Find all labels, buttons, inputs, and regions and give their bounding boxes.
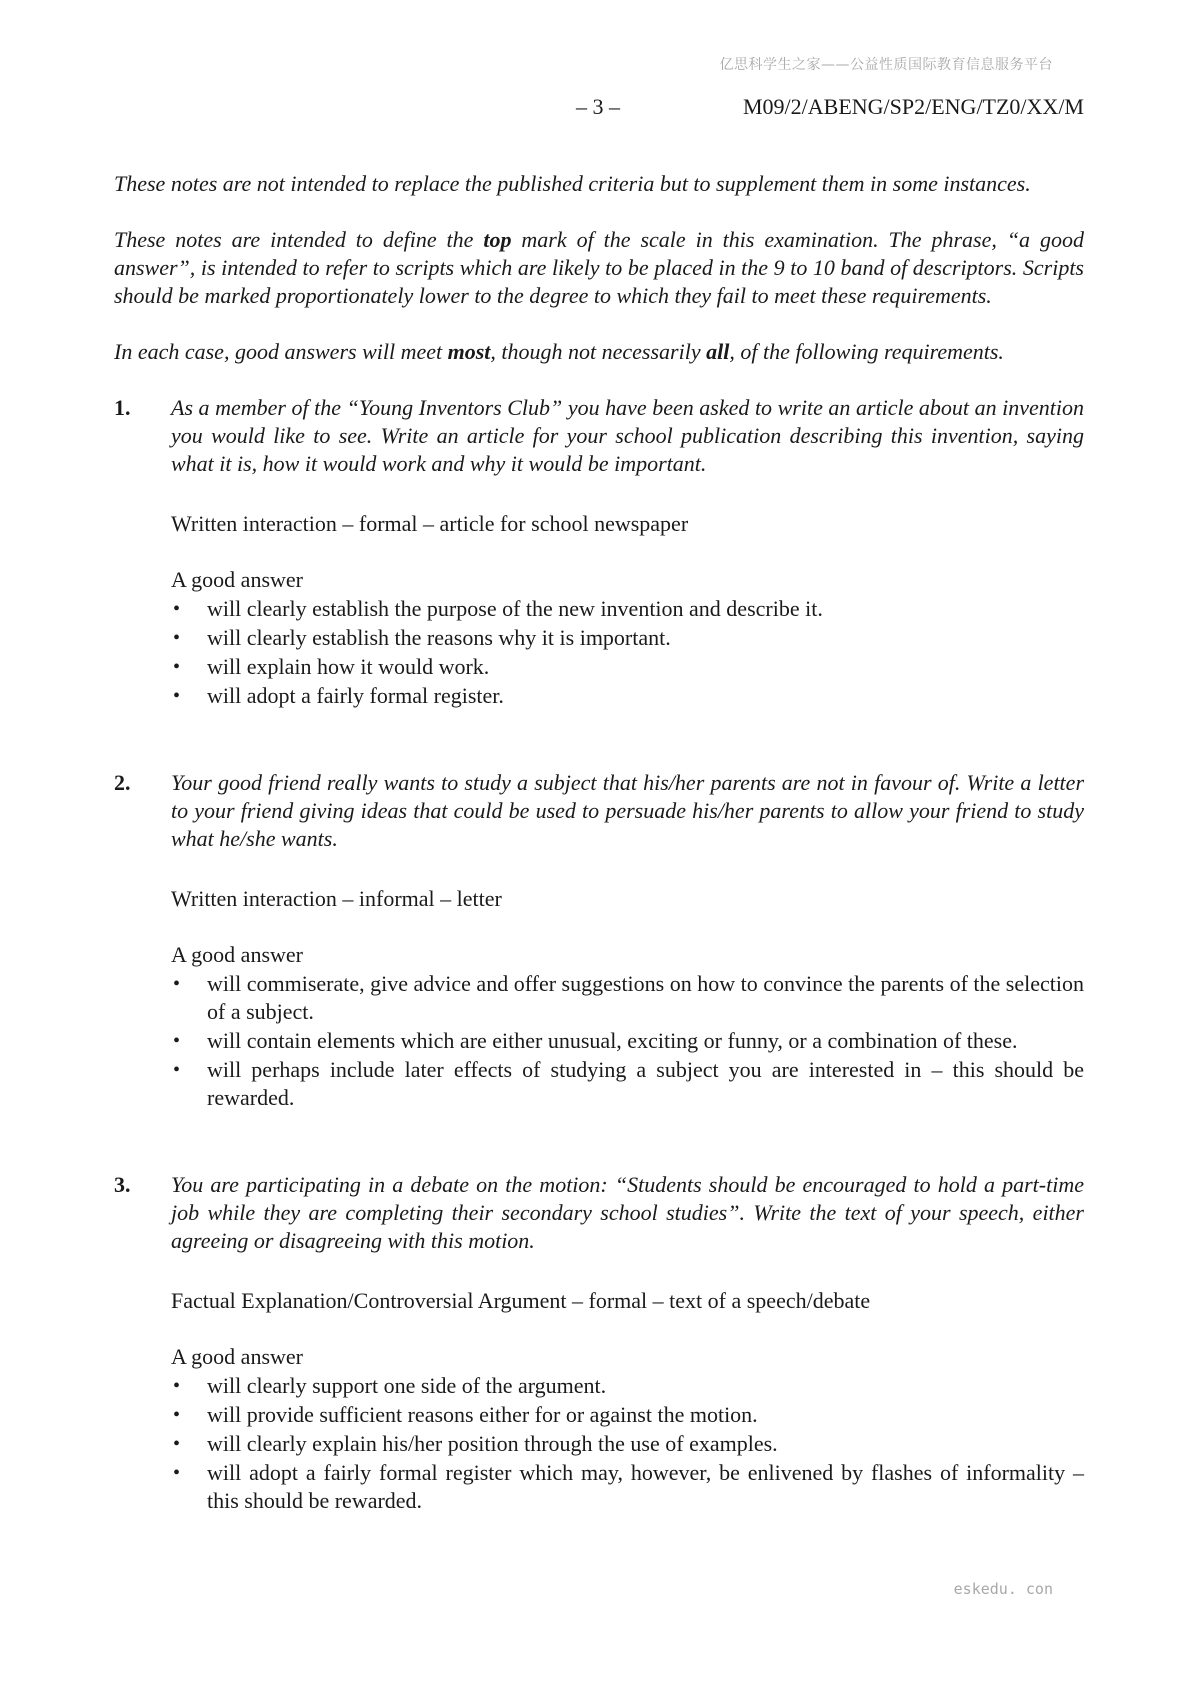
- bullet-icon: •: [173, 1375, 181, 1397]
- task-type: Written interaction – formal – article for school newspaper: [171, 511, 689, 536]
- question-prompt: Your good friend really wants to study a subject that his/her parents are not in favour of. Write a letter to your friend giving ideas that could be used to persuade his/her parents to allow your friend to study what he/she wants.: [171, 770, 1084, 851]
- bullet-icon: •: [173, 1030, 181, 1052]
- bullet-icon: •: [173, 1404, 181, 1426]
- bullet-icon: •: [173, 627, 181, 649]
- criteria-item: [171, 1372, 1084, 1400]
- question-prompt: You are participating in a debate on the motion: “Students should be encouraged to hold a part-time job while they are completing their secondary school studies”. Write the text of your speech, either agreeing or disagreeing with this motion.: [171, 1172, 1084, 1253]
- emphasis-all: all: [706, 339, 730, 364]
- criteria-list: [171, 595, 1084, 710]
- criteria-text: will explain how it would work.: [207, 654, 490, 679]
- page-header: [0, 94, 1191, 124]
- criteria-list: [171, 1372, 1084, 1515]
- bullet-icon: •: [173, 1433, 181, 1455]
- intro-2-text-b: mark of the scale in this examination. The phrase, “a good answer”, is intended to refer to scripts which are likely to be placed in the 9 to 10 band of descriptors. Scripts should be marked proportionately lower to the degree to which they fail to meet these requirements.: [114, 227, 1084, 308]
- criteria-item: [171, 1459, 1084, 1515]
- question-spacer: [114, 711, 1084, 769]
- intro-3-text-a: In each case, good answers will meet: [114, 339, 448, 364]
- question-prompt: As a member of the “Young Inventors Club” you have been asked to write an article about an invention you would like to see. Write an article for your school publication describing this invention, saying what it is, how it would work and why it would be important.: [171, 395, 1084, 476]
- criteria-item: [171, 682, 1084, 710]
- question-number: 2.: [114, 770, 131, 795]
- criteria-text: will perhaps include later effects of studying a subject you are interested in – this should be rewarded.: [207, 1057, 1084, 1110]
- task-type: Factual Explanation/Controversial Argument – formal – text of a speech/debate: [171, 1288, 871, 1313]
- intro-paragraph-3: [114, 338, 1084, 366]
- intro-paragraph-2: [114, 226, 1084, 310]
- criteria-text: will commiserate, give advice and offer suggestions on how to convince the parents of the selection of a subject.: [207, 971, 1084, 1024]
- question-2: [114, 769, 1084, 1112]
- page-content: [114, 170, 1084, 1516]
- bullet-icon: •: [173, 656, 181, 678]
- watermark-top: 亿思科学生之家——公益性质国际教育信息服务平台: [719, 57, 1053, 73]
- criteria-item: [171, 1056, 1084, 1112]
- criteria-item: [171, 970, 1084, 1026]
- question-3: [114, 1171, 1084, 1515]
- question-1: [114, 394, 1084, 710]
- criteria-text: will adopt a fairly formal register.: [207, 683, 504, 708]
- criteria-text: will clearly support one side of the argument.: [207, 1373, 607, 1398]
- emphasis-most: most: [447, 339, 491, 364]
- bullet-icon: •: [173, 685, 181, 707]
- intro-2-text-a: These notes are intended to define the: [114, 227, 484, 252]
- bullet-icon: •: [173, 1059, 181, 1081]
- criteria-item: [171, 653, 1084, 681]
- criteria-text: will adopt a fairly formal register which may, however, be enlivened by flashes of informality – this should be rewarded.: [207, 1460, 1084, 1513]
- task-type: Written interaction – informal – letter: [171, 886, 502, 911]
- answer-heading: A good answer: [171, 567, 303, 592]
- criteria-item: [171, 1430, 1084, 1458]
- watermark-bottom: eskedu. con: [953, 1580, 1053, 1598]
- question-spacer: [114, 1113, 1084, 1171]
- criteria-text: will clearly explain his/her position through the use of examples.: [207, 1431, 778, 1456]
- criteria-text: will clearly establish the reasons why it is important.: [207, 625, 671, 650]
- question-number: 1.: [114, 395, 131, 420]
- bullet-icon: •: [173, 1462, 181, 1484]
- criteria-text: will provide sufficient reasons either for or against the motion.: [207, 1402, 758, 1427]
- intro-paragraph-1: These notes are not intended to replace the published criteria but to supplement them in some instances.: [114, 171, 1031, 196]
- document-code: M09/2/ABENG/SP2/ENG/TZ0/XX/M: [742, 94, 1084, 119]
- answer-heading: A good answer: [171, 1344, 303, 1369]
- criteria-item: [171, 624, 1084, 652]
- intro-3-text-c: , of the following requirements.: [729, 339, 1004, 364]
- intro-3-text-b: , though not necessarily: [490, 339, 707, 364]
- criteria-text: will clearly establish the purpose of the new invention and describe it.: [207, 596, 823, 621]
- criteria-list: [171, 970, 1084, 1112]
- question-number: 3.: [114, 1172, 131, 1197]
- criteria-item: [171, 1027, 1084, 1055]
- bullet-icon: •: [173, 598, 181, 620]
- criteria-text: will contain elements which are either unusual, exciting or funny, or a combination of these.: [207, 1028, 1018, 1053]
- criteria-item: [171, 1401, 1084, 1429]
- bullet-icon: •: [173, 973, 181, 995]
- answer-heading: A good answer: [171, 942, 303, 967]
- page-number: – 3 –: [576, 94, 620, 119]
- criteria-item: [171, 595, 1084, 623]
- emphasis-top: top: [483, 227, 512, 252]
